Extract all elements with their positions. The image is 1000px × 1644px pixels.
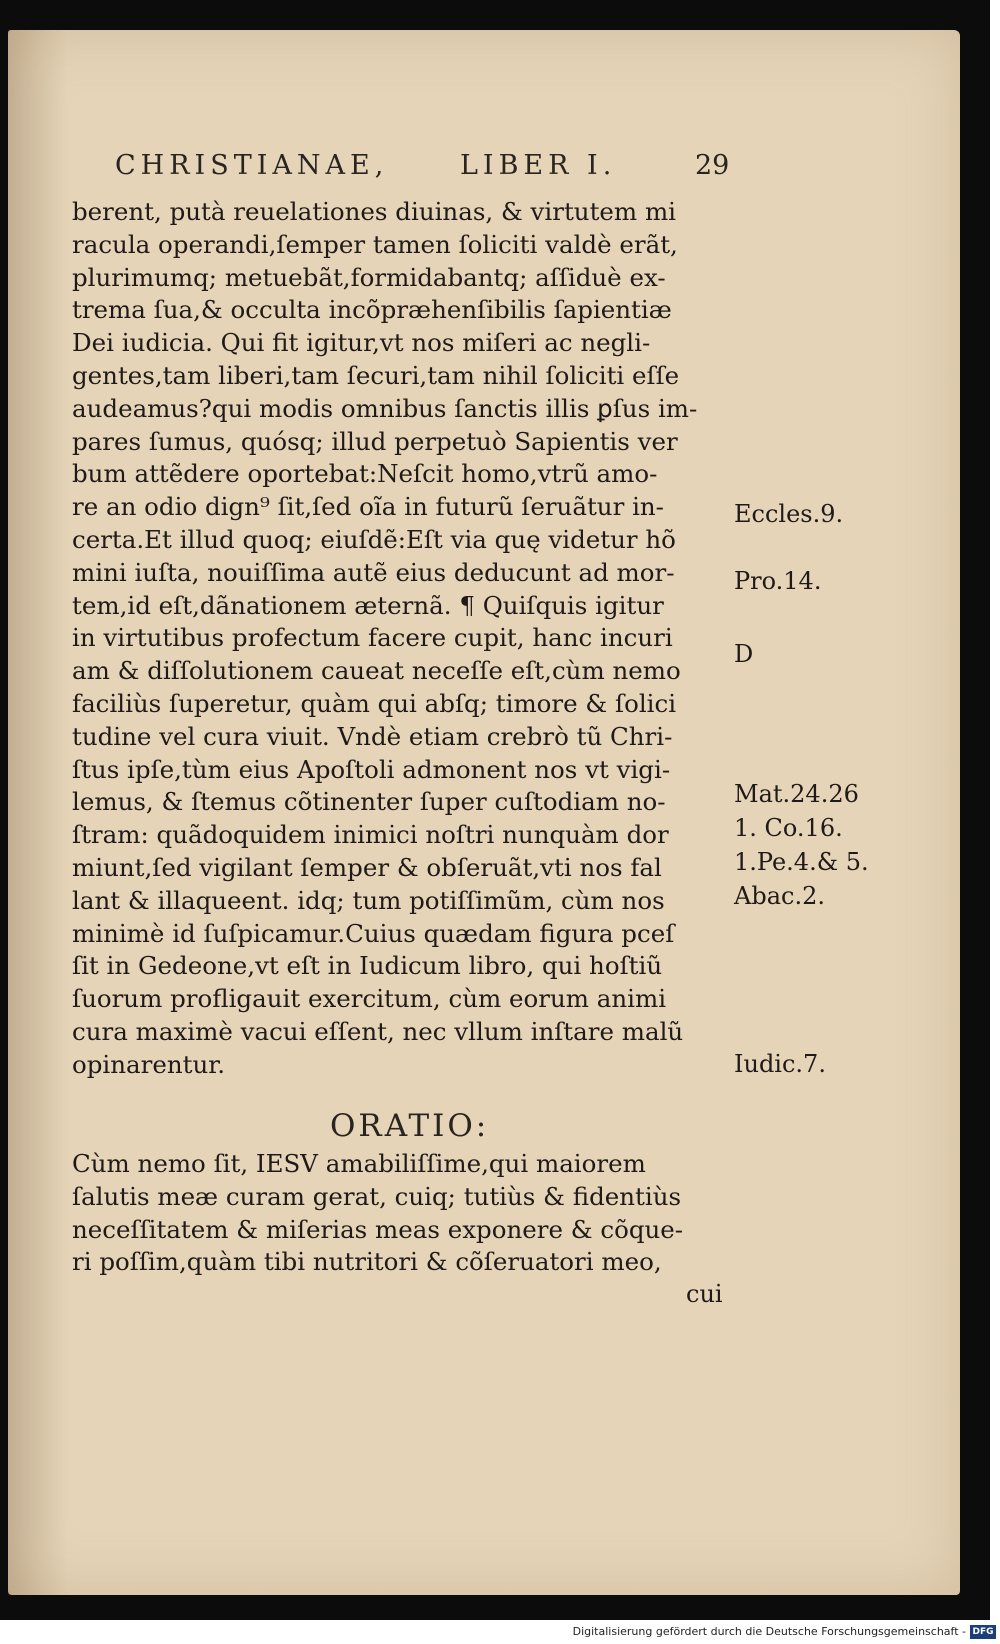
text-line: Dei iudicia. Qui fit igitur,vt nos miſeri ac negli- [72, 328, 651, 358]
text-line: ſtus ipſe,tùm eius Apoſtoli admonent nos vt vigi- [72, 754, 671, 784]
running-head-title: CHRISTIANAE, [115, 150, 389, 181]
text-line: berent, putà reuelationes diuinas, & virtutem mi [72, 197, 677, 226]
text-line: mini iuſta, nouiſſima autẽ eius deducunt ad mor- [72, 557, 675, 587]
text-line: audeamus?qui modis omnibus ſanctis illis ꝑſus im- [72, 393, 698, 423]
oratio-text [72, 1148, 732, 1279]
text-line: faciliùs ſuperetur, quàm qui abſq; timore & ſolici [72, 688, 677, 718]
text-line: re an odio dign⁹ ſit,ſed oĩa in futurũ ſeruãtur in- [72, 492, 664, 522]
text-line: cura maximè vacui eſſent, nec vllum inſtare malũ [72, 1016, 684, 1046]
margin-note: 1. Co.16. [734, 814, 843, 842]
text-line: ſit in Gedeone,vt eſt in Iudicum libro, qui hoſtiũ [72, 951, 663, 981]
footer-bar [0, 1622, 1000, 1644]
text-line: lemus, & ſtemus cõtinenter ſuper cuſtodiam no- [72, 787, 666, 817]
text-line: ri poſſim,quàm tibi nutritori & cõſeruatori meo, [72, 1247, 662, 1277]
margin-note: Iudic.7. [734, 1050, 826, 1078]
page-number: 29 [695, 150, 730, 181]
margin-note: Abac.2. [734, 882, 825, 910]
body-text [72, 196, 732, 1082]
margin-note: 1.Pe.4.& 5. [734, 848, 869, 876]
running-head [115, 150, 755, 194]
text-line: racula operandi,ſemper tamen ſoliciti valdè erãt, [72, 229, 678, 259]
footer-credit: Digitalisierung gefördert durch die Deutsche Forschungsgemeinschaft - [572, 1625, 966, 1638]
text-line: miunt,ſed vigilant ſemper & obſeruãt,vti nos fal [72, 852, 662, 882]
text-line: am & diſſolutionem caueat neceſſe eſt,cùm nemo [72, 656, 681, 686]
text-line: minimè id ſuſpicamur.Cuius quædam figura pceſ [72, 918, 675, 948]
text-line: opinarentur. [72, 1049, 226, 1079]
text-line: ſuorum profligauit exercitum, cùm eorum animi [72, 984, 667, 1014]
text-line: certa.Et illud quoq; eiuſdẽ:Eſt via quę videtur hõ [72, 524, 676, 554]
text-line: bum attẽdere oportebat:Neſcit homo,vtrũ amo- [72, 459, 658, 489]
gutter-shade [8, 30, 68, 1595]
text-line: gentes,tam liberi,tam ſecuri,tam nihil ſoliciti eſſe [72, 360, 680, 390]
text-line: lant & illaqueent. idq; tum potiſſimũm, cùm nos [72, 885, 665, 915]
margin-note: Eccles.9. [734, 500, 844, 528]
text-line: neceſſitatem & miſerias meas exponere & cõque- [72, 1214, 684, 1244]
catchword: cui [686, 1280, 723, 1308]
text-line: pares ſumus, quósq; illud perpetuò Sapientis ver [72, 426, 678, 456]
text-line: tudine vel cura viuit. Vndè etiam crebrò tũ Chri- [72, 721, 673, 751]
text-line: ſtram: quãdoquidem inimici noſtri nunquàm dor [72, 820, 669, 850]
text-line: plurimumq; metuebãt,formidabantq; aſſiduè ex- [72, 262, 666, 292]
margin-note: Mat.24.26 [734, 780, 859, 808]
text-line: Cùm nemo ſit, IESV amabiliſſime,qui maiorem [72, 1149, 646, 1178]
text-line: in virtutibus profectum facere cupit, hanc incuri [72, 623, 673, 653]
margin-note: Pro.14. [734, 567, 822, 595]
section-heading: ORATIO: [330, 1108, 490, 1144]
margin-note: D [734, 640, 754, 668]
text-line: ſalutis meæ curam gerat, cuiq; tutiùs & fidentiùs [72, 1181, 682, 1211]
dfg-logo: DFG [970, 1625, 996, 1639]
running-head-book: LIBER I. [460, 150, 617, 181]
text-line: tem,id eſt,dãnationem æternã. ¶ Quiſquis igitur [72, 590, 664, 620]
text-line: trema ſua,& occulta incõpræhenſibilis ſapientiæ [72, 295, 672, 325]
